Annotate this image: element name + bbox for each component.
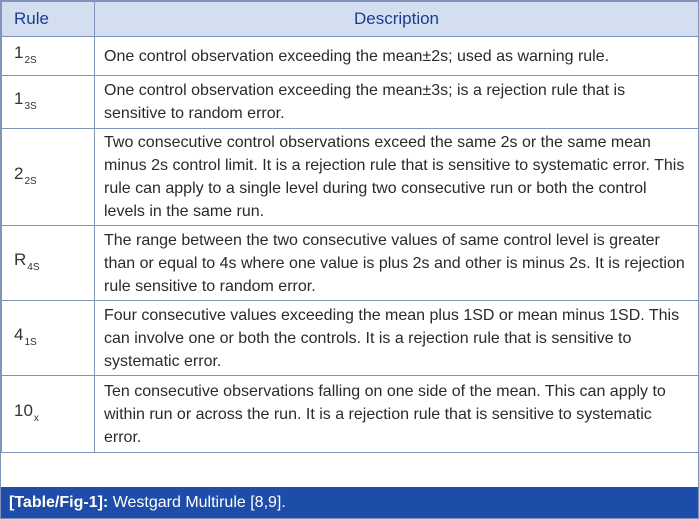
rule-name: 2 xyxy=(14,163,24,183)
table-row xyxy=(2,301,699,376)
rule-name: 4 xyxy=(14,324,24,344)
table-row xyxy=(2,37,699,76)
rule-subscript: 1S xyxy=(24,336,37,348)
rule-subscript: 2S xyxy=(24,175,37,187)
table-header-row xyxy=(2,2,699,37)
figure-caption xyxy=(1,487,698,518)
rule-subscript: x xyxy=(33,412,39,424)
table-row xyxy=(2,226,699,301)
rule-cell xyxy=(2,37,95,76)
table-row xyxy=(2,376,699,453)
rule-name: R xyxy=(14,249,27,269)
description-cell: Ten consecutive observations falling on one side of the mean. This can apply to within run or across the run. It is a rejection rule that is sensitive to systematic error. xyxy=(95,376,699,453)
rule-cell xyxy=(2,129,95,226)
rule-name: 10 xyxy=(14,400,33,420)
description-cell: Two consecutive control observations exceed the same 2s or the same mean minus 2s control limit. It is a rejection rule that is sensitive to systematic error. This rule can apply to a single level during two consecutive run or both the control levels in the same run. xyxy=(95,129,699,226)
description-cell: One control observation exceeding the mean±3s; is a rejection rule that is sensitive to random error. xyxy=(95,76,699,129)
rule-name: 1 xyxy=(14,42,24,62)
rule-cell xyxy=(2,301,95,376)
westgard-rules-table xyxy=(1,1,699,453)
rule-cell xyxy=(2,226,95,301)
description-cell: Four consecutive values exceeding the mean plus 1SD or mean minus 1SD. This can involve one or both the controls. It is a rejection rule that is sensitive to systematic error. xyxy=(95,301,699,376)
rule-subscript: 4S xyxy=(27,261,40,273)
rule-subscript: 3S xyxy=(24,100,37,112)
rule-subscript: 2S xyxy=(24,54,37,66)
description-cell: The range between the two consecutive values of same control level is greater than or equal to 4s where one value is plus 2s and other is minus 2s. It is rejection rule sensitive to random error. xyxy=(95,226,699,301)
rule-name: 1 xyxy=(14,88,24,108)
caption-text: Westgard Multirule [8,9]. xyxy=(108,494,286,511)
caption-label: [Table/Fig-1]: xyxy=(9,494,109,511)
column-header-description: Description xyxy=(95,2,699,37)
table-row xyxy=(2,76,699,129)
table-row xyxy=(2,129,699,226)
rule-cell xyxy=(2,76,95,129)
column-header-rule: Rule xyxy=(2,2,95,37)
description-cell: One control observation exceeding the mean±2s; used as warning rule. xyxy=(95,37,699,76)
rule-cell xyxy=(2,376,95,453)
